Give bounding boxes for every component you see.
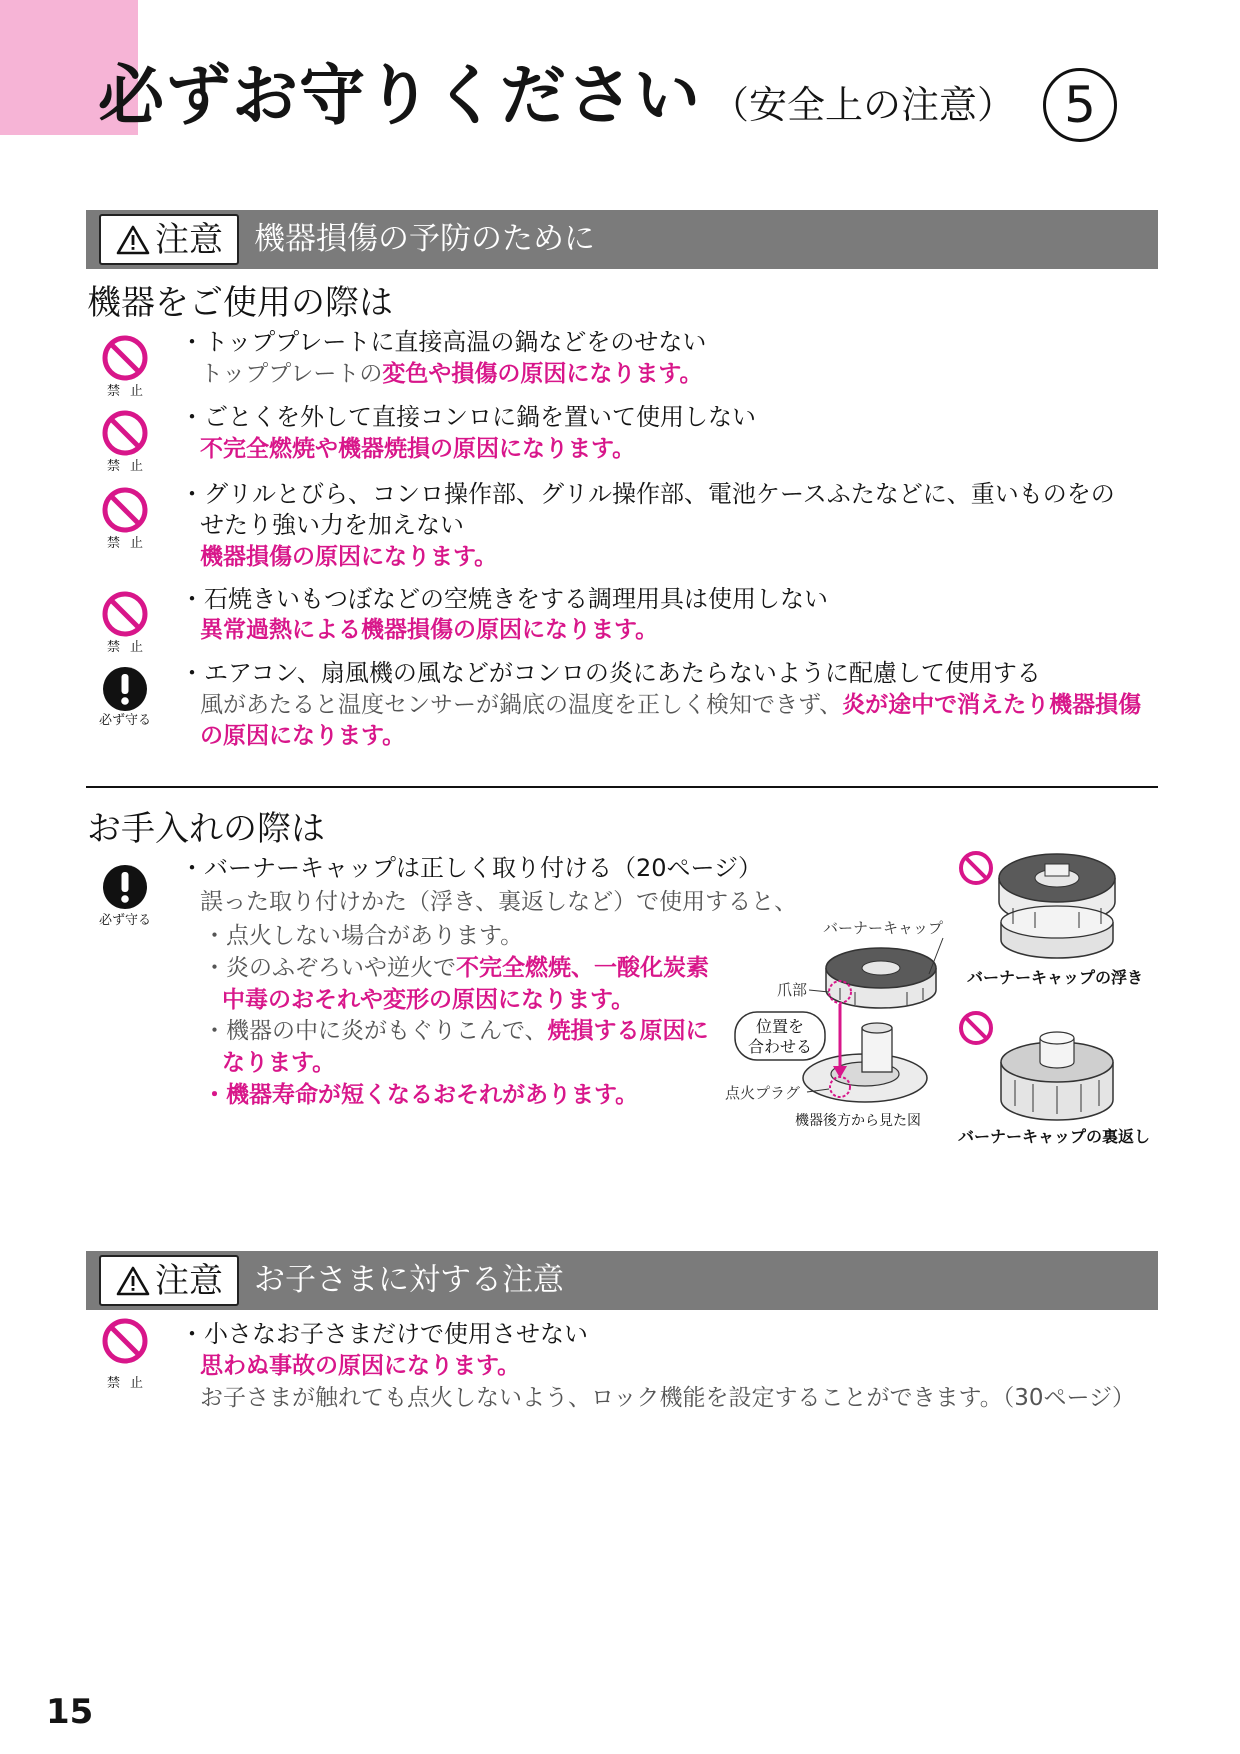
- page-title: 必ずお守りください: [98, 57, 701, 134]
- item-note-warning: 炎が途中で消えたり機器損傷: [842, 692, 1142, 718]
- plug-label: 点火プラグ: [725, 1084, 801, 1102]
- list-item-gray: ・炎のふぞろいや逆火で: [203, 955, 456, 981]
- flip-caption: バーナーキャップの裏返し: [958, 1127, 1151, 1146]
- list-item-warning: 不完全燃焼、一酸化炭素: [456, 955, 709, 981]
- item-title: ・石焼きいもつぼなどの空焼きをする調理用具は使用しない: [180, 585, 828, 613]
- section-heading-maintenance: お手入れの際は: [87, 809, 325, 849]
- page-number: 15: [46, 1692, 94, 1732]
- mandatory-label: 必ず守る: [98, 913, 151, 928]
- prohibition-label: 禁止: [106, 536, 153, 551]
- list-item-warning: ・機器寿命が短くなるおそれがあります。: [203, 1082, 639, 1108]
- align-label-line1: 位置を: [755, 1017, 805, 1036]
- prohibition-label: 禁止: [106, 459, 153, 474]
- item-note-warning: 思わぬ事故の原因になります。: [200, 1353, 521, 1379]
- item-note-gray: トッププレートの: [200, 361, 383, 387]
- caution-badge: [99, 214, 239, 265]
- item-title: ・グリルとびら、コンロ操作部、グリル操作部、電池ケースふたなどに、重いものをの: [180, 480, 1115, 508]
- list-item-warning: 中毒のおそれや変形の原因になります。: [222, 987, 635, 1013]
- prohibition-label: 禁止: [106, 640, 153, 655]
- item-title-continued: せたり強い力を加えない: [200, 511, 464, 539]
- item-note-warning: 機器損傷の原因になります。: [200, 544, 498, 570]
- prohibition-icon: [961, 853, 991, 883]
- prohibition-icon: [101, 590, 149, 638]
- mandatory-icon: [101, 863, 149, 911]
- item-note: [200, 689, 1141, 721]
- caution-bar-title: お子さまに対する注意: [254, 1262, 564, 1298]
- item-note-warning: 異常過熱による機器損傷の原因になります。: [200, 617, 659, 643]
- section-heading-usage: 機器をご使用の際は: [87, 283, 393, 323]
- list-item: ・点火しない場合があります。: [203, 923, 524, 949]
- list-item-warning: 焼損する原因に: [547, 1018, 709, 1044]
- list-item: [203, 1015, 709, 1047]
- prohibition-icon: [101, 334, 149, 382]
- floating-cap-illustration: [999, 854, 1115, 958]
- section-divider: [86, 786, 1158, 788]
- item-title: ・ごとくを外して直接コンロに鍋を置いて使用しない: [180, 403, 756, 431]
- caution-badge-label: 注意: [155, 219, 223, 260]
- item-note: [200, 358, 703, 390]
- item-note-gray: お子さまが触れても点火しないよう、ロック機能を設定することができます。（30ページ）: [200, 1385, 1136, 1411]
- caution-bar-title: 機器損傷の予防のために: [254, 221, 595, 257]
- align-label-line2: 合わせる: [747, 1037, 813, 1056]
- list-item-warning: なります。: [222, 1050, 336, 1076]
- item-title: ・バーナーキャップは正しく取り付ける（20ページ）: [180, 854, 763, 882]
- item-title: ・トッププレートに直接高温の鍋などをのせない: [180, 328, 707, 356]
- caution-badge-label: 注意: [155, 1260, 223, 1301]
- section-number-badge: 5: [1043, 68, 1117, 142]
- item-title: ・エアコン、扇風機の風などがコンロの炎にあたらないように配慮して使用する: [180, 659, 1041, 687]
- flipped-cap-illustration: [1001, 1032, 1113, 1120]
- burner-cap-diagram: [715, 840, 1165, 1150]
- claw-label: 爪部: [777, 981, 808, 999]
- caution-badge: [99, 1255, 239, 1306]
- prohibition-label: 禁止: [106, 1376, 153, 1391]
- float-caption: バーナーキャップの浮き: [967, 968, 1144, 987]
- burner-cap-illustration: [826, 948, 936, 1008]
- item-title: ・小さなお子さまだけで使用させない: [180, 1320, 588, 1348]
- prohibition-icon: [101, 409, 149, 457]
- item-note-gray: 風があたると温度センサーが鍋底の温度を正しく検知できず、: [200, 692, 843, 718]
- cap-label: バーナーキャップ: [823, 919, 944, 937]
- caution-bar-damage: [86, 210, 1158, 269]
- warning-triangle-icon: [115, 224, 151, 256]
- item-note-warning: 不完全燃焼や機器焼損の原因になります。: [200, 436, 636, 462]
- list-item-gray: ・機器の中に炎がもぐりこんで、: [203, 1018, 548, 1044]
- item-note-warning: の原因になります。: [200, 723, 406, 749]
- item-intro: 誤った取り付けかた（浮き、裏返しなど）で使用すると、: [200, 889, 798, 915]
- prohibition-icon: [101, 486, 149, 534]
- mandatory-label: 必ず守る: [98, 713, 151, 728]
- list-item: [203, 952, 709, 984]
- warning-triangle-icon: [115, 1265, 151, 1297]
- item-note-warning: 変色や損傷の原因になります。: [382, 361, 703, 387]
- caution-bar-children: [86, 1251, 1158, 1310]
- prohibition-label: 禁止: [106, 384, 153, 399]
- view-caption: 機器後方から見た図: [795, 1113, 921, 1129]
- prohibition-icon: [101, 1317, 149, 1365]
- page-header: [98, 54, 1015, 138]
- page-subtitle: （安全上の注意）: [711, 83, 1016, 127]
- mandatory-icon: [101, 665, 149, 713]
- prohibition-icon: [961, 1013, 991, 1043]
